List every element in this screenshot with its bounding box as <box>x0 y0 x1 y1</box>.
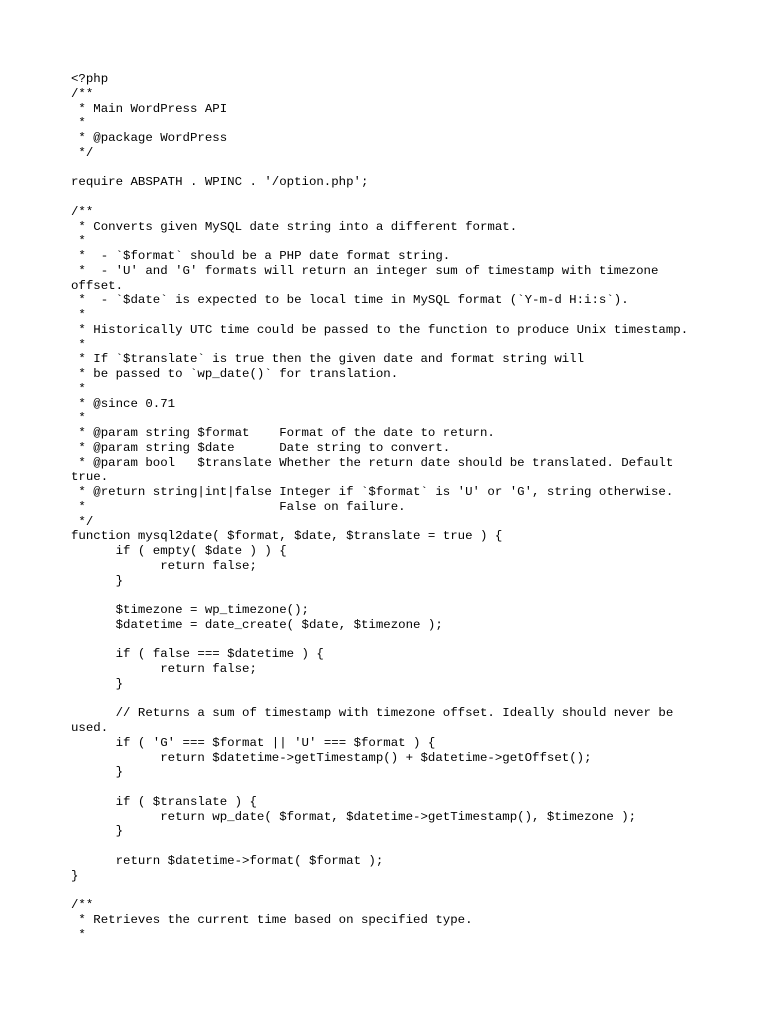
code-line: * Converts given MySQL date string into a different format. <box>71 219 518 234</box>
code-line: } <box>71 824 124 839</box>
code-line: * <box>71 234 86 249</box>
code-line: <?php <box>71 72 109 86</box>
code-line: * Main WordPress API <box>71 101 228 116</box>
code-line: function mysql2date( $format, $date, $translate = true ) { <box>71 529 503 544</box>
code-line <box>71 190 761 205</box>
code-listing <box>71 72 761 942</box>
code-line: /** <box>71 86 94 101</box>
code-line: true. <box>71 470 109 485</box>
code-line: } <box>71 765 124 780</box>
code-line: */ <box>71 145 94 160</box>
code-line: * <box>71 927 86 942</box>
code-line <box>71 633 761 648</box>
code-line: return wp_date( $format, $datetime->getTimestamp(), $timezone ); <box>71 809 637 824</box>
code-line: } <box>71 676 124 691</box>
code-line: return $datetime->format( $format ); <box>71 853 384 868</box>
code-line: * <box>71 381 86 396</box>
code-line: * <box>71 337 86 352</box>
code-line: used. <box>71 721 109 735</box>
code-line: $datetime = date_create( $date, $timezone ); <box>71 617 443 632</box>
code-line: * <box>71 116 86 131</box>
code-line <box>71 161 761 176</box>
code-line: if ( false === $datetime ) { <box>71 647 324 662</box>
code-line: * Historically UTC time could be passed to the function to produce Unix timestamp. <box>71 322 689 337</box>
code-line: return $datetime->getTimestamp() + $datetime->getOffset(); <box>71 750 592 765</box>
code-line: * - 'U' and 'G' formats will return an integer sum of timestamp with timezone <box>71 263 659 278</box>
code-line: offset. <box>71 278 124 293</box>
code-line: /** <box>71 898 94 912</box>
code-line: * <box>71 308 86 322</box>
code-line: $timezone = wp_timezone(); <box>71 603 309 617</box>
code-line: * False on failure. <box>71 499 406 514</box>
code-line: if ( $translate ) { <box>71 794 257 809</box>
code-line: return false; <box>71 558 257 573</box>
code-line: } <box>71 573 124 588</box>
code-line: require ABSPATH . WPINC . '/option.php'; <box>71 175 369 190</box>
code-line <box>71 780 761 795</box>
code-line: * Retrieves the current time based on specified type. <box>71 912 473 927</box>
code-line: return false; <box>71 662 257 676</box>
code-line: * - `$format` should be a PHP date format string. <box>71 249 451 263</box>
code-line: // Returns a sum of timestamp with timezone offset. Ideally should never be <box>71 706 674 721</box>
code-line: * @param string $date Date string to convert. <box>71 440 451 455</box>
code-line <box>71 839 761 854</box>
code-line <box>71 588 761 603</box>
code-line: * If `$translate` is true then the given date and format string will <box>71 352 585 367</box>
code-line: * - `$date` is expected to be local time in MySQL format (`Y-m-d H:i:s`). <box>71 293 629 308</box>
code-line: if ( empty( $date ) ) { <box>71 544 287 558</box>
code-line: * @param bool $translate Whether the return date should be translated. Default <box>71 455 674 470</box>
code-line: * @return string|int|false Integer if `$format` is 'U' or 'G', string otherwise. <box>71 485 674 499</box>
code-line: } <box>71 868 79 883</box>
code-line: if ( 'G' === $format || 'U' === $format ) { <box>71 735 436 750</box>
code-line: * be passed to `wp_date()` for translation. <box>71 367 399 381</box>
code-line: * @since 0.71 <box>71 396 176 411</box>
code-line <box>71 692 761 707</box>
code-line <box>71 883 761 898</box>
code-line: * @package WordPress <box>71 131 228 145</box>
code-line: * <box>71 411 86 426</box>
code-line: /** <box>71 204 94 219</box>
code-line: */ <box>71 514 94 529</box>
code-line: * @param string $format Format of the date to return. <box>71 426 495 440</box>
